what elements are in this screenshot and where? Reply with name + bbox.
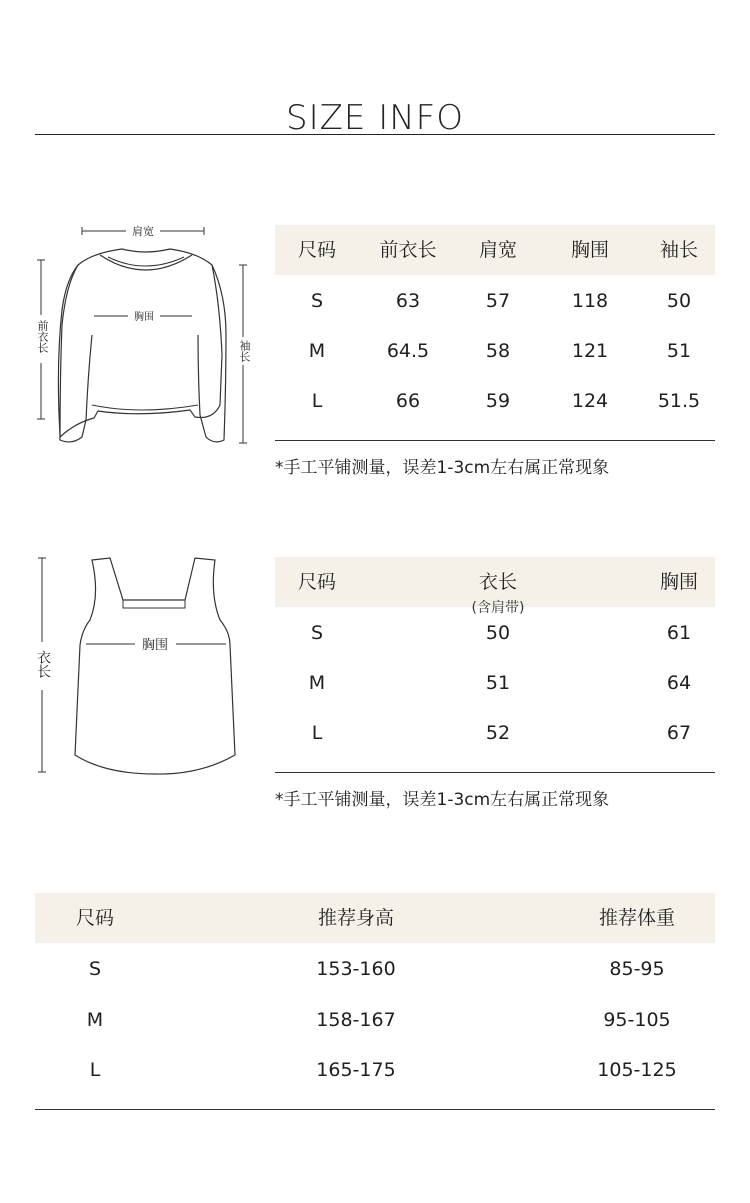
table-cell: 64.5 xyxy=(386,340,430,362)
page-title: SIZE INFO xyxy=(286,98,464,138)
vest-table-rule xyxy=(275,772,715,773)
table-cell: 124 xyxy=(571,390,609,412)
table-cell: 59 xyxy=(485,390,511,412)
table-cell: S xyxy=(310,290,324,312)
column-header: 尺码 xyxy=(75,907,114,929)
top-table-note: *手工平铺测量，误差1-3cm左右属正常现象 xyxy=(275,458,610,478)
table-cell: 158-167 xyxy=(316,1009,396,1031)
table-cell: M xyxy=(86,1009,104,1031)
table-cell: 66 xyxy=(395,390,421,412)
table-cell: M xyxy=(308,672,326,694)
column-header: 尺码 xyxy=(297,571,336,593)
vest-diagram xyxy=(30,550,260,785)
table-cell: 51 xyxy=(485,672,511,694)
table-cell: 63 xyxy=(395,290,421,312)
table-cell: L xyxy=(311,722,323,744)
table-cell: 57 xyxy=(485,290,511,312)
table-cell: 153-160 xyxy=(316,958,396,980)
table-cell: 121 xyxy=(571,340,609,362)
table-cell: 51 xyxy=(666,340,692,362)
table-cell: 165-175 xyxy=(316,1059,396,1081)
sweater-sleeve-label: 袖长 xyxy=(238,340,251,362)
vest-neckline xyxy=(123,600,185,608)
sweater-left-sleeve xyxy=(60,265,92,442)
column-header: 胸围 xyxy=(570,239,609,261)
table-cell: 50 xyxy=(485,622,511,644)
table-cell: S xyxy=(310,622,324,644)
sweater-shoulder-label: 肩宽 xyxy=(132,225,154,238)
table-cell: 50 xyxy=(666,290,692,312)
table-cell: 52 xyxy=(485,722,511,744)
column-header: 推荐身高 xyxy=(317,907,394,929)
table-cell: L xyxy=(89,1059,101,1081)
table-cell: 67 xyxy=(666,722,692,744)
sweater-hem xyxy=(92,405,198,410)
table-cell: L xyxy=(311,390,323,412)
sweater-front-length-label: 前衣长 xyxy=(36,320,49,353)
sweater-diagram xyxy=(30,215,260,455)
table-cell: 61 xyxy=(666,622,692,644)
table-cell: 95-105 xyxy=(603,1009,671,1031)
table-cell: S xyxy=(88,958,102,980)
column-header: 推荐体重 xyxy=(598,907,675,929)
sweater-chest-label: 胸围 xyxy=(134,312,154,323)
column-header: 前衣长 xyxy=(379,239,437,261)
vest-table-note: *手工平铺测量，误差1-3cm左右属正常现象 xyxy=(275,790,610,810)
vest-length-label: 衣长 xyxy=(35,650,51,678)
column-header: 衣长 xyxy=(478,571,517,593)
vest-chest-label: 胸围 xyxy=(141,638,169,653)
top-table-rule xyxy=(275,440,715,441)
vest-outline xyxy=(75,558,235,774)
table-cell: 118 xyxy=(571,290,609,312)
column-header: 肩宽 xyxy=(478,239,517,261)
sweater-neckline xyxy=(100,255,192,270)
column-subheader: (含肩带) xyxy=(471,600,525,616)
table-cell: 64 xyxy=(666,672,692,694)
table-cell: 105-125 xyxy=(597,1059,677,1081)
title-rule xyxy=(35,134,715,135)
table-cell: 85-95 xyxy=(609,958,665,980)
column-header: 尺码 xyxy=(297,239,336,261)
fit-table-rule xyxy=(35,1109,715,1110)
table-cell: M xyxy=(308,340,326,362)
table-cell: 51.5 xyxy=(657,390,701,412)
column-header: 袖长 xyxy=(659,239,698,261)
column-header: 胸围 xyxy=(659,571,698,593)
table-cell: 58 xyxy=(485,340,511,362)
